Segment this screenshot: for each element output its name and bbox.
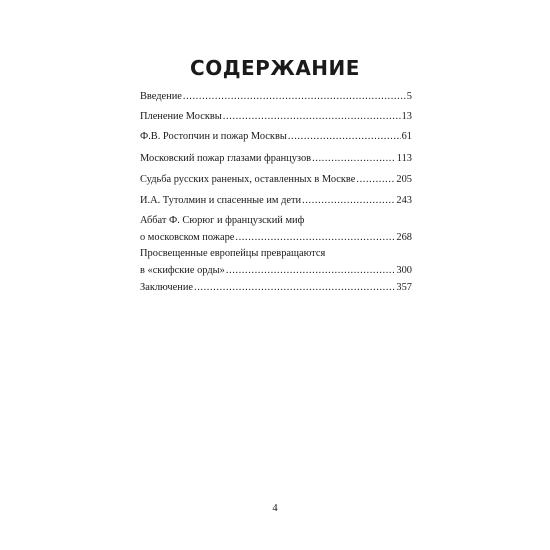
toc-entry-title: Пленение Москвы bbox=[140, 111, 222, 122]
toc-entry bbox=[140, 130, 412, 143]
toc-entry-title-line: Просвещенные европейцы превращаются bbox=[140, 248, 326, 259]
dot-leader bbox=[194, 281, 395, 294]
dot-leader bbox=[183, 90, 406, 103]
dot-leader bbox=[226, 264, 396, 277]
toc-entry-title: И.А. Тутолмин и спасенные им дети bbox=[140, 195, 302, 206]
toc-entry bbox=[140, 110, 412, 123]
toc-entry-page: 268 bbox=[396, 232, 412, 243]
toc-entry-title: Введение bbox=[140, 91, 182, 102]
toc-entry bbox=[140, 90, 412, 103]
dot-leader bbox=[223, 110, 401, 123]
toc-entry-title: Ф.В. Ростопчин и пожар Москвы bbox=[140, 131, 287, 142]
toc-entry-page: 205 bbox=[396, 174, 412, 185]
toc-entry-page: 243 bbox=[396, 195, 412, 206]
toc-entry-page: 5 bbox=[406, 91, 412, 102]
toc-entry bbox=[140, 152, 412, 165]
toc-entry bbox=[140, 214, 412, 244]
toc-entry-page: 357 bbox=[396, 282, 412, 293]
toc-entry-title: о московском пожаре bbox=[140, 232, 235, 243]
dot-leader bbox=[356, 173, 395, 186]
toc-entry bbox=[140, 194, 412, 207]
toc-entry-title: Судьба русских раненых, оставленных в Москве bbox=[140, 174, 356, 185]
dot-leader bbox=[312, 152, 396, 165]
dot-leader bbox=[302, 194, 395, 207]
toc-entry-page: 113 bbox=[396, 153, 412, 164]
toc-entry-title: Московский пожар глазами французов bbox=[140, 153, 312, 164]
dot-leader bbox=[288, 130, 401, 143]
toc-entry-page: 61 bbox=[401, 131, 412, 142]
toc-entry-page: 13 bbox=[401, 111, 412, 122]
toc-entry bbox=[140, 247, 412, 277]
toc-entry-title-line: Аббат Ф. Сюрюг и французский миф bbox=[140, 215, 305, 226]
toc-entry-title: Заключение bbox=[140, 282, 193, 293]
toc-entry-title: в «скифские орды» bbox=[140, 265, 225, 276]
page-title: СОДЕРЖАНИЕ bbox=[190, 56, 360, 80]
page-number: 4 bbox=[272, 503, 278, 514]
toc-entry bbox=[140, 281, 412, 294]
dot-leader bbox=[235, 231, 395, 244]
toc-entry-page: 300 bbox=[396, 265, 412, 276]
toc-entry bbox=[140, 173, 412, 186]
